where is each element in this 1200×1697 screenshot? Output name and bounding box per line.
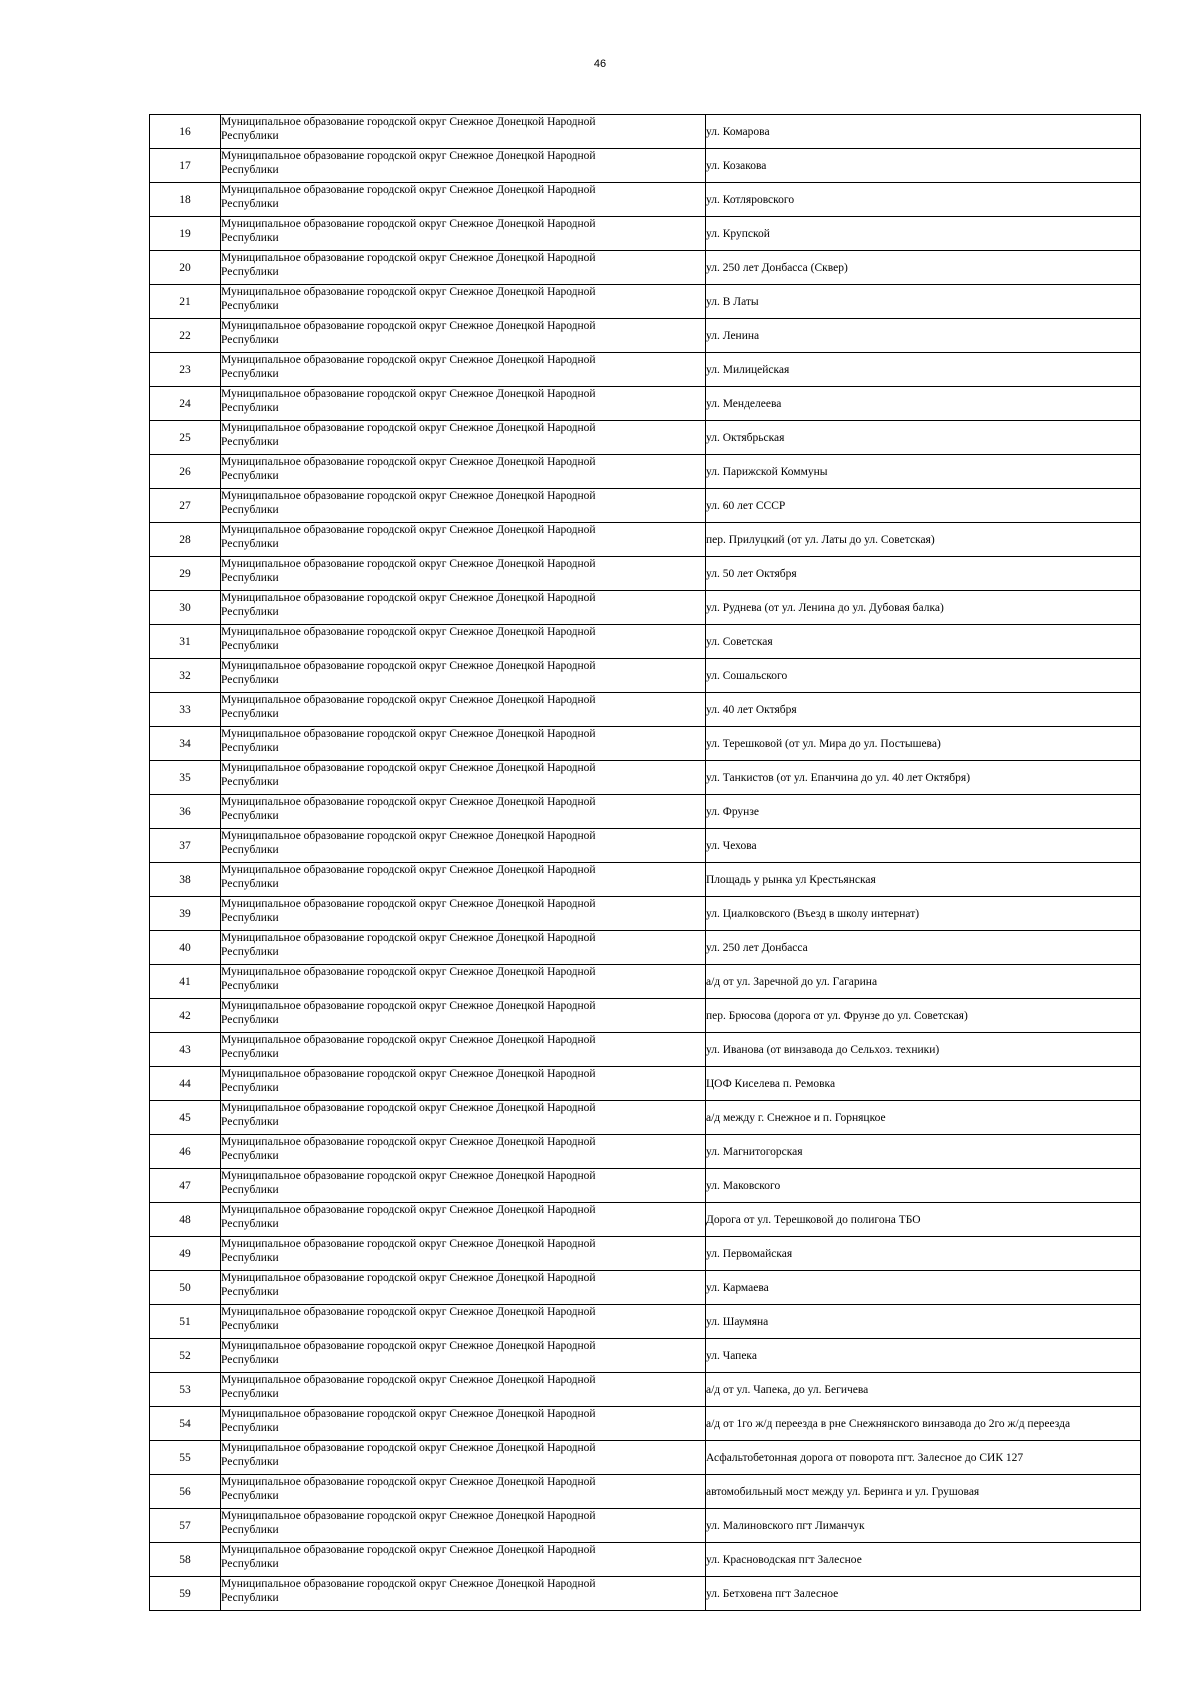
table-row xyxy=(150,1067,1141,1101)
municipality-line-2: Республики xyxy=(221,640,279,652)
table-row xyxy=(150,489,1141,523)
municipality-cell xyxy=(221,1441,706,1475)
road-name: а/д от 1го ж/д переезда в рне Снежнянского винзавода до 2го ж/д переезда xyxy=(706,1407,1141,1441)
road-name: пер. Брюсова (дорога от ул. Фрунзе до ул. Советская) xyxy=(706,999,1141,1033)
table-row xyxy=(150,999,1141,1033)
municipality-cell xyxy=(221,1203,706,1237)
table-row xyxy=(150,965,1141,999)
municipality-cell xyxy=(221,931,706,965)
municipality-line-1: Муниципальное образование городской округ Снежное Донецкой Народной xyxy=(221,592,596,604)
road-name: ул. Магнитогорская xyxy=(706,1135,1141,1169)
road-name: ул. 250 лет Донбасса xyxy=(706,931,1141,965)
road-name: ЦОФ Киселева п. Ремовка xyxy=(706,1067,1141,1101)
road-name: ул. 60 лет СССР xyxy=(706,489,1141,523)
road-name: ул. Кармаева xyxy=(706,1271,1141,1305)
row-number: 20 xyxy=(150,251,221,285)
municipality-cell xyxy=(221,557,706,591)
road-name: ул. Чехова xyxy=(706,829,1141,863)
municipality-line-1: Муниципальное образование городской округ Снежное Донецкой Народной xyxy=(221,558,596,570)
table-row xyxy=(150,1509,1141,1543)
municipality-line-1: Муниципальное образование городской округ Снежное Донецкой Народной xyxy=(221,1544,596,1556)
municipality-cell xyxy=(221,1135,706,1169)
municipality-line-1: Муниципальное образование городской округ Снежное Донецкой Народной xyxy=(221,966,596,978)
row-number: 37 xyxy=(150,829,221,863)
municipality-line-1: Муниципальное образование городской округ Снежное Донецкой Народной xyxy=(221,1374,596,1386)
municipality-line-2: Республики xyxy=(221,1422,279,1434)
row-number: 59 xyxy=(150,1577,221,1611)
municipality-cell xyxy=(221,1101,706,1135)
municipality-line-1: Муниципальное образование городской округ Снежное Донецкой Народной xyxy=(221,456,596,468)
municipality-cell xyxy=(221,421,706,455)
row-number: 35 xyxy=(150,761,221,795)
road-name: ул. В Латы xyxy=(706,285,1141,319)
row-number: 33 xyxy=(150,693,221,727)
table-row xyxy=(150,455,1141,489)
table-row xyxy=(150,1271,1141,1305)
table-row xyxy=(150,863,1141,897)
municipality-cell xyxy=(221,897,706,931)
row-number: 32 xyxy=(150,659,221,693)
row-number: 55 xyxy=(150,1441,221,1475)
municipality-cell xyxy=(221,387,706,421)
municipality-cell xyxy=(221,1543,706,1577)
table-row xyxy=(150,183,1141,217)
table-row xyxy=(150,387,1141,421)
table-row xyxy=(150,897,1141,931)
municipality-line-2: Республики xyxy=(221,300,279,312)
table-row xyxy=(150,251,1141,285)
table-row xyxy=(150,1203,1141,1237)
municipality-line-2: Республики xyxy=(221,572,279,584)
road-name: ул. Котляровского xyxy=(706,183,1141,217)
table-row xyxy=(150,115,1141,149)
row-number: 56 xyxy=(150,1475,221,1509)
municipality-line-1: Муниципальное образование городской округ Снежное Донецкой Народной xyxy=(221,1340,596,1352)
table-row xyxy=(150,557,1141,591)
municipality-line-1: Муниципальное образование городской округ Снежное Донецкой Народной xyxy=(221,898,596,910)
row-number: 48 xyxy=(150,1203,221,1237)
municipality-line-2: Республики xyxy=(221,980,279,992)
row-number: 30 xyxy=(150,591,221,625)
municipality-cell xyxy=(221,1033,706,1067)
municipality-line-1: Муниципальное образование городской округ Снежное Донецкой Народной xyxy=(221,728,596,740)
row-number: 21 xyxy=(150,285,221,319)
municipality-line-1: Муниципальное образование городской округ Снежное Донецкой Народной xyxy=(221,1238,596,1250)
road-name: ул. Маковского xyxy=(706,1169,1141,1203)
municipality-line-1: Муниципальное образование городской округ Снежное Донецкой Народной xyxy=(221,422,596,434)
municipality-line-2: Республики xyxy=(221,912,279,924)
municipality-cell xyxy=(221,591,706,625)
table-row xyxy=(150,1169,1141,1203)
table-row xyxy=(150,1577,1141,1611)
road-name: ул. Фрунзе xyxy=(706,795,1141,829)
table-row xyxy=(150,591,1141,625)
row-number: 40 xyxy=(150,931,221,965)
row-number: 31 xyxy=(150,625,221,659)
table-row xyxy=(150,1407,1141,1441)
row-number: 52 xyxy=(150,1339,221,1373)
municipality-cell xyxy=(221,1237,706,1271)
table-row xyxy=(150,795,1141,829)
municipality-line-1: Муниципальное образование городской округ Снежное Донецкой Народной xyxy=(221,1000,596,1012)
municipality-line-1: Муниципальное образование городской округ Снежное Донецкой Народной xyxy=(221,1068,596,1080)
table-row xyxy=(150,149,1141,183)
municipality-line-2: Республики xyxy=(221,1558,279,1570)
municipality-cell xyxy=(221,1169,706,1203)
municipality-line-1: Муниципальное образование городской округ Снежное Донецкой Народной xyxy=(221,354,596,366)
municipality-line-2: Республики xyxy=(221,1116,279,1128)
road-name: Дорога от ул. Терешковой до полигона ТБО xyxy=(706,1203,1141,1237)
road-name: ул. Сошальского xyxy=(706,659,1141,693)
row-number: 29 xyxy=(150,557,221,591)
road-name: Площадь у рынка ул Крестьянская xyxy=(706,863,1141,897)
road-name: ул. Милицейская xyxy=(706,353,1141,387)
municipality-line-2: Республики xyxy=(221,742,279,754)
municipality-cell xyxy=(221,863,706,897)
municipality-line-1: Муниципальное образование городской округ Снежное Донецкой Народной xyxy=(221,116,596,128)
municipality-line-2: Республики xyxy=(221,1592,279,1604)
road-name: а/д от ул. Чапека, до ул. Бегичева xyxy=(706,1373,1141,1407)
municipality-line-1: Муниципальное образование городской округ Снежное Донецкой Народной xyxy=(221,1408,596,1420)
municipality-line-1: Муниципальное образование городской округ Снежное Донецкой Народной xyxy=(221,1170,596,1182)
road-name: ул. 50 лет Октября xyxy=(706,557,1141,591)
municipality-line-1: Муниципальное образование городской округ Снежное Донецкой Народной xyxy=(221,932,596,944)
row-number: 36 xyxy=(150,795,221,829)
municipality-line-1: Муниципальное образование городской округ Снежное Донецкой Народной xyxy=(221,660,596,672)
row-number: 17 xyxy=(150,149,221,183)
table-row xyxy=(150,285,1141,319)
municipality-cell xyxy=(221,1271,706,1305)
row-number: 22 xyxy=(150,319,221,353)
municipality-cell xyxy=(221,251,706,285)
road-name: ул. Циалковского (Въезд в школу интернат) xyxy=(706,897,1141,931)
municipality-cell xyxy=(221,523,706,557)
table-body xyxy=(150,115,1141,1611)
municipality-cell xyxy=(221,1305,706,1339)
municipality-cell xyxy=(221,353,706,387)
municipality-cell xyxy=(221,183,706,217)
municipality-line-2: Республики xyxy=(221,1524,279,1536)
municipality-line-1: Муниципальное образование городской округ Снежное Донецкой Народной xyxy=(221,864,596,876)
municipality-line-1: Муниципальное образование городской округ Снежное Донецкой Народной xyxy=(221,762,596,774)
municipality-line-2: Республики xyxy=(221,1320,279,1332)
row-number: 28 xyxy=(150,523,221,557)
road-name: пер. Прилуцкий (от ул. Латы до ул. Советская) xyxy=(706,523,1141,557)
road-name: ул. Менделеева xyxy=(706,387,1141,421)
road-name: ул. Руднева (от ул. Ленина до ул. Дубовая балка) xyxy=(706,591,1141,625)
municipality-line-1: Муниципальное образование городской округ Снежное Донецкой Народной xyxy=(221,252,596,264)
municipality-line-1: Муниципальное образование городской округ Снежное Донецкой Народной xyxy=(221,1510,596,1522)
municipality-line-2: Республики xyxy=(221,1082,279,1094)
road-name: ул. Малиновского пгт Лиманчук xyxy=(706,1509,1141,1543)
table-row xyxy=(150,1033,1141,1067)
table-row xyxy=(150,829,1141,863)
municipality-cell xyxy=(221,795,706,829)
table-row xyxy=(150,319,1141,353)
municipality-line-2: Республики xyxy=(221,164,279,176)
municipality-line-1: Муниципальное образование городской округ Снежное Донецкой Народной xyxy=(221,286,596,298)
municipality-line-1: Муниципальное образование городской округ Снежное Донецкой Народной xyxy=(221,1476,596,1488)
municipality-line-1: Муниципальное образование городской округ Снежное Донецкой Народной xyxy=(221,626,596,638)
row-number: 51 xyxy=(150,1305,221,1339)
road-name: ул. Чапека xyxy=(706,1339,1141,1373)
municipality-cell xyxy=(221,115,706,149)
road-name: ул. Козакова xyxy=(706,149,1141,183)
road-name: ул. Шаумяна xyxy=(706,1305,1141,1339)
municipality-line-2: Республики xyxy=(221,538,279,550)
row-number: 45 xyxy=(150,1101,221,1135)
municipality-line-1: Муниципальное образование городской округ Снежное Донецкой Народной xyxy=(221,1442,596,1454)
municipality-cell xyxy=(221,319,706,353)
municipality-line-1: Муниципальное образование городской округ Снежное Донецкой Народной xyxy=(221,524,596,536)
road-name: ул. Танкистов (от ул. Епанчина до ул. 40 лет Октября) xyxy=(706,761,1141,795)
table-row xyxy=(150,1305,1141,1339)
row-number: 26 xyxy=(150,455,221,489)
municipality-cell xyxy=(221,829,706,863)
row-number: 27 xyxy=(150,489,221,523)
road-name: ул. Октябрьская xyxy=(706,421,1141,455)
municipality-cell xyxy=(221,1577,706,1611)
row-number: 34 xyxy=(150,727,221,761)
row-number: 18 xyxy=(150,183,221,217)
municipality-line-2: Республики xyxy=(221,844,279,856)
table-row xyxy=(150,353,1141,387)
municipality-line-1: Муниципальное образование городской округ Снежное Донецкой Народной xyxy=(221,694,596,706)
municipality-cell xyxy=(221,1475,706,1509)
municipality-line-1: Муниципальное образование городской округ Снежное Донецкой Народной xyxy=(221,1578,596,1590)
municipality-line-2: Республики xyxy=(221,232,279,244)
municipality-cell xyxy=(221,965,706,999)
municipality-line-1: Муниципальное образование городской округ Снежное Донецкой Народной xyxy=(221,1272,596,1284)
road-name: ул. Иванова (от винзавода до Сельхоз. техники) xyxy=(706,1033,1141,1067)
municipality-line-2: Республики xyxy=(221,1218,279,1230)
municipality-line-1: Муниципальное образование городской округ Снежное Донецкой Народной xyxy=(221,1306,596,1318)
table-row xyxy=(150,1135,1141,1169)
municipality-line-2: Республики xyxy=(221,470,279,482)
municipality-line-2: Республики xyxy=(221,402,279,414)
municipality-cell xyxy=(221,489,706,523)
row-number: 54 xyxy=(150,1407,221,1441)
municipality-cell xyxy=(221,1373,706,1407)
municipality-cell xyxy=(221,455,706,489)
row-number: 19 xyxy=(150,217,221,251)
row-number: 41 xyxy=(150,965,221,999)
roads-table xyxy=(149,114,1141,1611)
table-row xyxy=(150,931,1141,965)
row-number: 50 xyxy=(150,1271,221,1305)
municipality-line-1: Муниципальное образование городской округ Снежное Донецкой Народной xyxy=(221,1034,596,1046)
road-name: ул. 40 лет Октября xyxy=(706,693,1141,727)
row-number: 47 xyxy=(150,1169,221,1203)
row-number: 58 xyxy=(150,1543,221,1577)
table-row xyxy=(150,421,1141,455)
road-name: ул. Советская xyxy=(706,625,1141,659)
municipality-line-2: Республики xyxy=(221,130,279,142)
municipality-cell xyxy=(221,659,706,693)
table-row xyxy=(150,625,1141,659)
municipality-line-2: Республики xyxy=(221,334,279,346)
municipality-cell xyxy=(221,693,706,727)
municipality-line-2: Республики xyxy=(221,810,279,822)
municipality-cell xyxy=(221,999,706,1033)
road-name: ул. Терешковой (от ул. Мира до ул. Постышева) xyxy=(706,727,1141,761)
municipality-line-2: Республики xyxy=(221,1354,279,1366)
road-name: ул. 250 лет Донбасса (Сквер) xyxy=(706,251,1141,285)
municipality-cell xyxy=(221,1407,706,1441)
road-name: автомобильный мост между ул. Беринга и ул. Грушовая xyxy=(706,1475,1141,1509)
municipality-cell xyxy=(221,1509,706,1543)
table-row xyxy=(150,1237,1141,1271)
municipality-line-2: Республики xyxy=(221,878,279,890)
table-row xyxy=(150,217,1141,251)
municipality-line-2: Республики xyxy=(221,1286,279,1298)
road-name: а/д между г. Снежное и п. Горняцкое xyxy=(706,1101,1141,1135)
row-number: 43 xyxy=(150,1033,221,1067)
row-number: 25 xyxy=(150,421,221,455)
table-row xyxy=(150,727,1141,761)
municipality-line-2: Республики xyxy=(221,436,279,448)
road-name: ул. Первомайская xyxy=(706,1237,1141,1271)
table-row xyxy=(150,1475,1141,1509)
row-number: 16 xyxy=(150,115,221,149)
municipality-line-2: Республики xyxy=(221,1252,279,1264)
municipality-line-2: Республики xyxy=(221,1048,279,1060)
municipality-cell xyxy=(221,1339,706,1373)
municipality-line-1: Муниципальное образование городской округ Снежное Донецкой Народной xyxy=(221,150,596,162)
municipality-line-2: Республики xyxy=(221,1150,279,1162)
municipality-line-1: Муниципальное образование городской округ Снежное Донецкой Народной xyxy=(221,1102,596,1114)
municipality-line-2: Республики xyxy=(221,776,279,788)
road-name: а/д от ул. Заречной до ул. Гагарина xyxy=(706,965,1141,999)
municipality-line-1: Муниципальное образование городской округ Снежное Донецкой Народной xyxy=(221,490,596,502)
row-number: 23 xyxy=(150,353,221,387)
municipality-line-1: Муниципальное образование городской округ Снежное Донецкой Народной xyxy=(221,218,596,230)
page-number: 46 xyxy=(593,58,607,70)
municipality-line-2: Республики xyxy=(221,946,279,958)
road-name: Асфальтобетонная дорога от поворота пгт. Залесное до СИК 127 xyxy=(706,1441,1141,1475)
municipality-line-1: Муниципальное образование городской округ Снежное Донецкой Народной xyxy=(221,320,596,332)
municipality-line-2: Республики xyxy=(221,504,279,516)
municipality-cell xyxy=(221,625,706,659)
table-row xyxy=(150,1441,1141,1475)
table-row xyxy=(150,523,1141,557)
row-number: 49 xyxy=(150,1237,221,1271)
road-name: ул. Крупской xyxy=(706,217,1141,251)
table-row xyxy=(150,659,1141,693)
table-row xyxy=(150,1339,1141,1373)
municipality-line-2: Республики xyxy=(221,198,279,210)
municipality-line-1: Муниципальное образование городской округ Снежное Донецкой Народной xyxy=(221,1204,596,1216)
municipality-line-1: Муниципальное образование городской округ Снежное Донецкой Народной xyxy=(221,796,596,808)
municipality-line-1: Муниципальное образование городской округ Снежное Донецкой Народной xyxy=(221,1136,596,1148)
row-number: 38 xyxy=(150,863,221,897)
row-number: 42 xyxy=(150,999,221,1033)
table-row xyxy=(150,1101,1141,1135)
municipality-line-1: Муниципальное образование городской округ Снежное Донецкой Народной xyxy=(221,388,596,400)
table-row xyxy=(150,761,1141,795)
municipality-cell xyxy=(221,149,706,183)
municipality-line-2: Республики xyxy=(221,368,279,380)
municipality-line-2: Республики xyxy=(221,708,279,720)
municipality-line-2: Республики xyxy=(221,1490,279,1502)
table-row xyxy=(150,693,1141,727)
municipality-line-2: Республики xyxy=(221,606,279,618)
road-name: ул. Бетховена пгт Залесное xyxy=(706,1577,1141,1611)
table-row xyxy=(150,1373,1141,1407)
municipality-line-1: Муниципальное образование городской округ Снежное Донецкой Народной xyxy=(221,184,596,196)
municipality-line-2: Республики xyxy=(221,266,279,278)
municipality-line-1: Муниципальное образование городской округ Снежное Донецкой Народной xyxy=(221,830,596,842)
municipality-line-2: Республики xyxy=(221,1014,279,1026)
municipality-line-2: Республики xyxy=(221,674,279,686)
row-number: 39 xyxy=(150,897,221,931)
municipality-cell xyxy=(221,761,706,795)
road-name: ул. Ленина xyxy=(706,319,1141,353)
municipality-line-2: Республики xyxy=(221,1388,279,1400)
municipality-cell xyxy=(221,285,706,319)
row-number: 46 xyxy=(150,1135,221,1169)
municipality-line-2: Республики xyxy=(221,1456,279,1468)
road-name: ул. Красноводская пгт Залесное xyxy=(706,1543,1141,1577)
row-number: 24 xyxy=(150,387,221,421)
road-name: ул. Парижской Коммуны xyxy=(706,455,1141,489)
row-number: 53 xyxy=(150,1373,221,1407)
road-name: ул. Комарова xyxy=(706,115,1141,149)
municipality-line-2: Республики xyxy=(221,1184,279,1196)
municipality-cell xyxy=(221,727,706,761)
municipality-cell xyxy=(221,217,706,251)
municipality-cell xyxy=(221,1067,706,1101)
row-number: 57 xyxy=(150,1509,221,1543)
row-number: 44 xyxy=(150,1067,221,1101)
table-row xyxy=(150,1543,1141,1577)
